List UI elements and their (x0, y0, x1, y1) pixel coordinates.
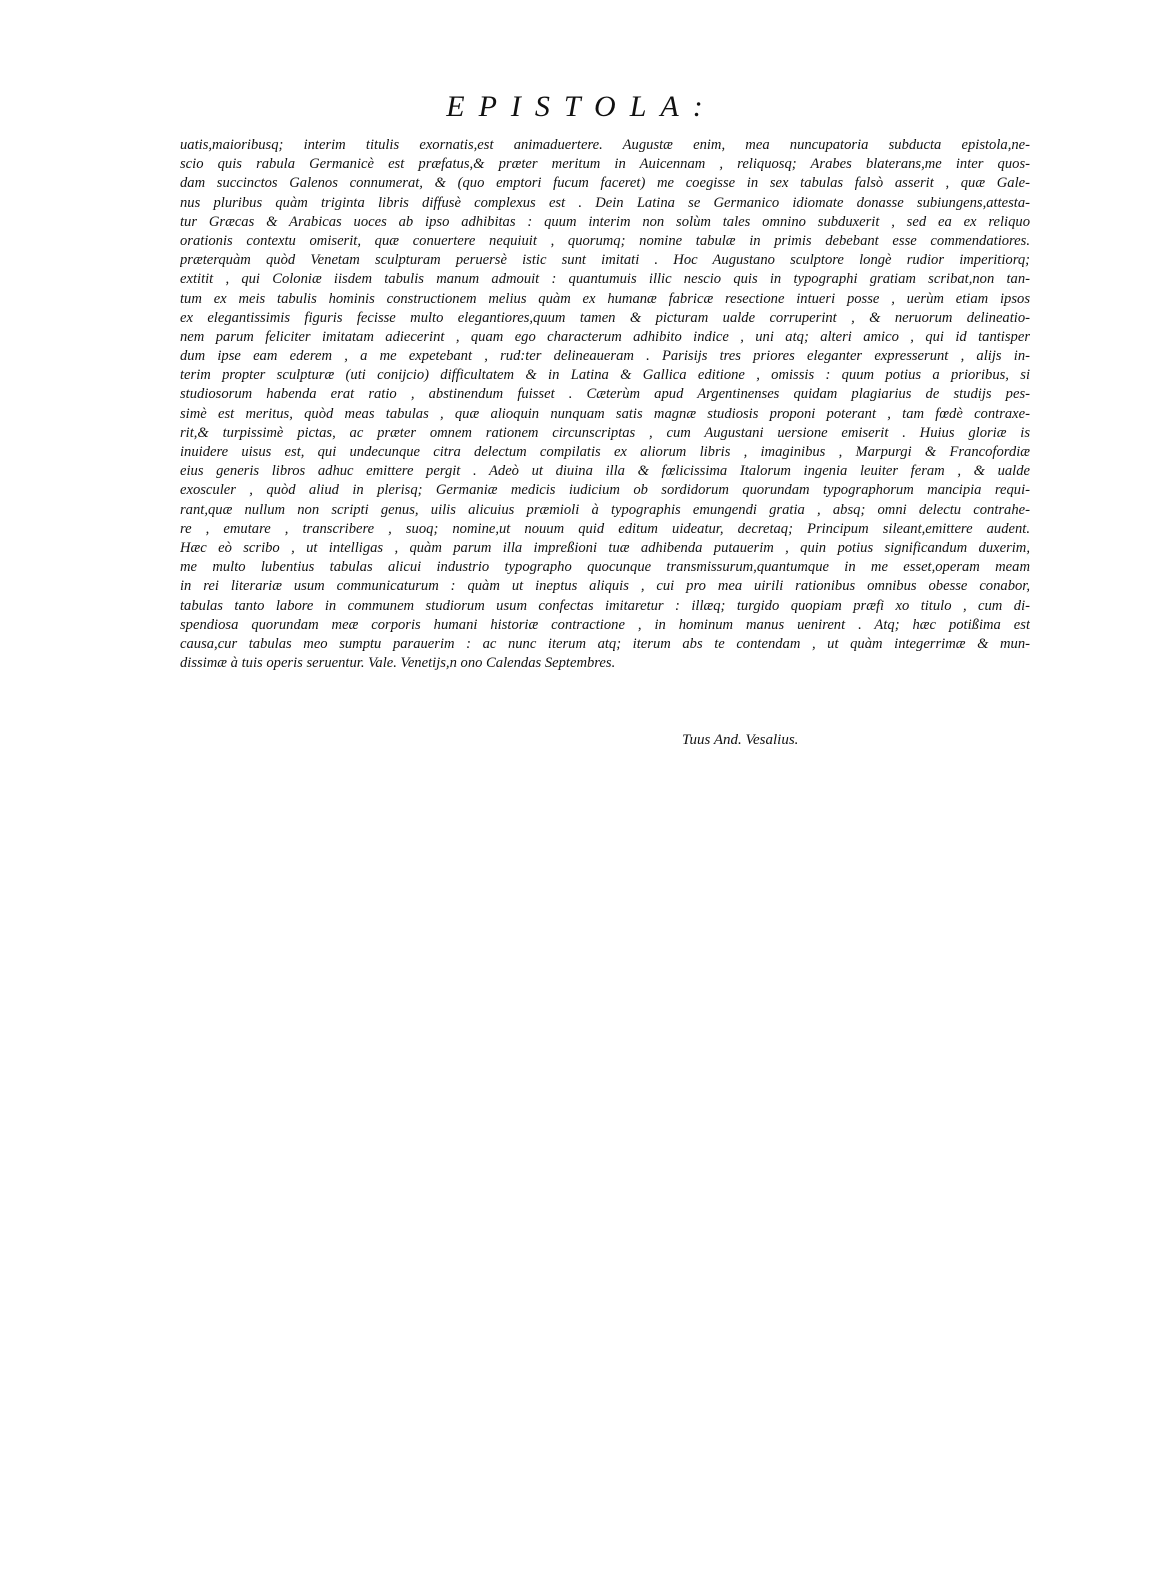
text-line: re , emutare , transcribere , suoq; nomine,ut nouum quid editum uideatur, decretaq; Principum sileant,emittere audent. (180, 520, 1030, 537)
text-line: dum ipse eam ederem , a me expetebant , rud:ter delineaueram . Parisijs tres priores eleganter expresserunt , alijs in- (180, 348, 1030, 365)
text-line: dam succinctos Galenos connumerat, & (quo emptori fucum faceret) me coegisse in sex tabulas falsò asserit , quæ Gale- (180, 175, 1030, 192)
page-title: EPISTOLA: (446, 90, 717, 123)
text-line: me multo lubentius tabulas alicui industrio typographo quocunque transmissurum,quantumque in me esset,operam meam (180, 559, 1030, 576)
text-line: terim propter sculpturæ (uti conijcio) difficultatem & in Latina & Gallica editione , omissis : quum potius a prioribus, si (180, 367, 1030, 384)
text-line: Hæc eò scribo , ut intelligas , quàm parum illa impreßioni tuæ adhibenda putauerim , quin potius significandum duxerim, (180, 539, 1030, 556)
text-line: uatis,maioribusq; interim titulis exornatis,est animaduertere. Augustæ enim, mea nuncupatoria subducta epistola,ne- (180, 137, 1030, 153)
text-line: nus pluribus quàm triginta libris diffusè complexus est . Dein Latina se Germanico idiomate donasse subiungens,attesta- (180, 194, 1030, 211)
text-line: nem parum feliciter imitatam adiecerint , quam ego characterum adhibito indice , uni atq; alteri amico , qui id tantisper (180, 328, 1030, 345)
letter-body (180, 136, 1030, 673)
text-line: extitit , qui Coloniæ iisdem tabulis manum admouit : quantumuis illic nescio quis in typographi gratiam scribat,non tan- (180, 271, 1030, 288)
text-line: tabulas tanto labore in communem studiorum usum confectas imitaretur : illæq; turgido quopiam præfi xo titulo , cum di- (180, 597, 1030, 614)
text-line: simè est meritus, quòd meas tabulas , quæ alioquin nunquam satis magnæ studiosis proponi poterant , tam fœdè contraxe- (180, 405, 1030, 422)
text-line: dissimæ à tuis operis seruentur. Vale. Venetijs,n ono Calendas Septembres. (180, 655, 616, 672)
text-line: tur Græcas & Arabicas uoces ab ipso adhibitas : quum interim non solùm tales omnino subduxerit , sed ea ex reliquo (180, 213, 1030, 230)
text-line: in rei literariæ usum communicaturum : quàm ut ineptus aliquis , cui pro mea uirili rationibus omnibus obesse conabor, (180, 578, 1030, 595)
text-line: ex elegantissimis figuris fecisse multo elegantiores,quum tamen & picturam ualde corruperint , & neruorum delineatio- (180, 309, 1030, 326)
text-line: spendiosa quorundam meæ corporis humani historiæ contractione , in hominum manus uenirent . Atq; hæc potißima est (180, 616, 1030, 633)
text-line: eius generis libros adhuc emittere pergit . Adeò ut diuina illa & fœlicissima Italorum ingenia leuiter feram , & ualde (180, 463, 1030, 480)
text-line: studiosorum habenda erat ratio , abstinendum fuisset . Cæterùm apud Argentinenses quidam plagiarius de studijs pes- (180, 386, 1030, 403)
text-line: rit,& turpissimè pictas, ac præter omnem rationem circunscriptas , cum Augustani uersione emiserit . Huius gloriæ is (180, 424, 1030, 441)
text-line: orationis contextu omiserit, quæ conuertere nequiuit , quorumq; nomine tabulæ in primis debebant esse commendatiores. (180, 232, 1030, 249)
text-line: exosculer , quòd aliud in plerisq; Germaniæ medicis iudicium ob sordidorum quorundam typographorum mancipia requi- (180, 482, 1030, 499)
text-line: scio quis rabula Germanicè est præfatus,& præter meritum in Auicennam , reliquosq; Arabes blaterans,me inter quos- (180, 156, 1030, 173)
text-line: causa,cur tabulas meo sumptu parauerim : ac nunc iterum atq; iterum abs te contendam , ut quàm integerrimæ & mun- (180, 635, 1030, 652)
text-line: inuidere uisus est, qui undecunque citra delectum compilatis ex aliorum libris , imaginibus , Marpurgi & Francofordiæ (180, 444, 1030, 460)
text-line: rant,quæ nullum non scripti genus, uilis alicuius præmioli à typographis emungendi gratia , absq; omni delectu contrahe- (180, 501, 1030, 518)
text-line: tum ex meis tabulis hominis constructionem melius quàm ex humanæ fabricæ resectione intueri posse , uerùm etiam ipsos (180, 290, 1030, 307)
signature: Tuus And. Vesalius. (682, 732, 799, 748)
text-line: præterquàm quòd Venetam sculpturam peruersè istic sunt imitati . Hoc Augustano sculptore longè rudior imperitiorq; (180, 252, 1030, 269)
